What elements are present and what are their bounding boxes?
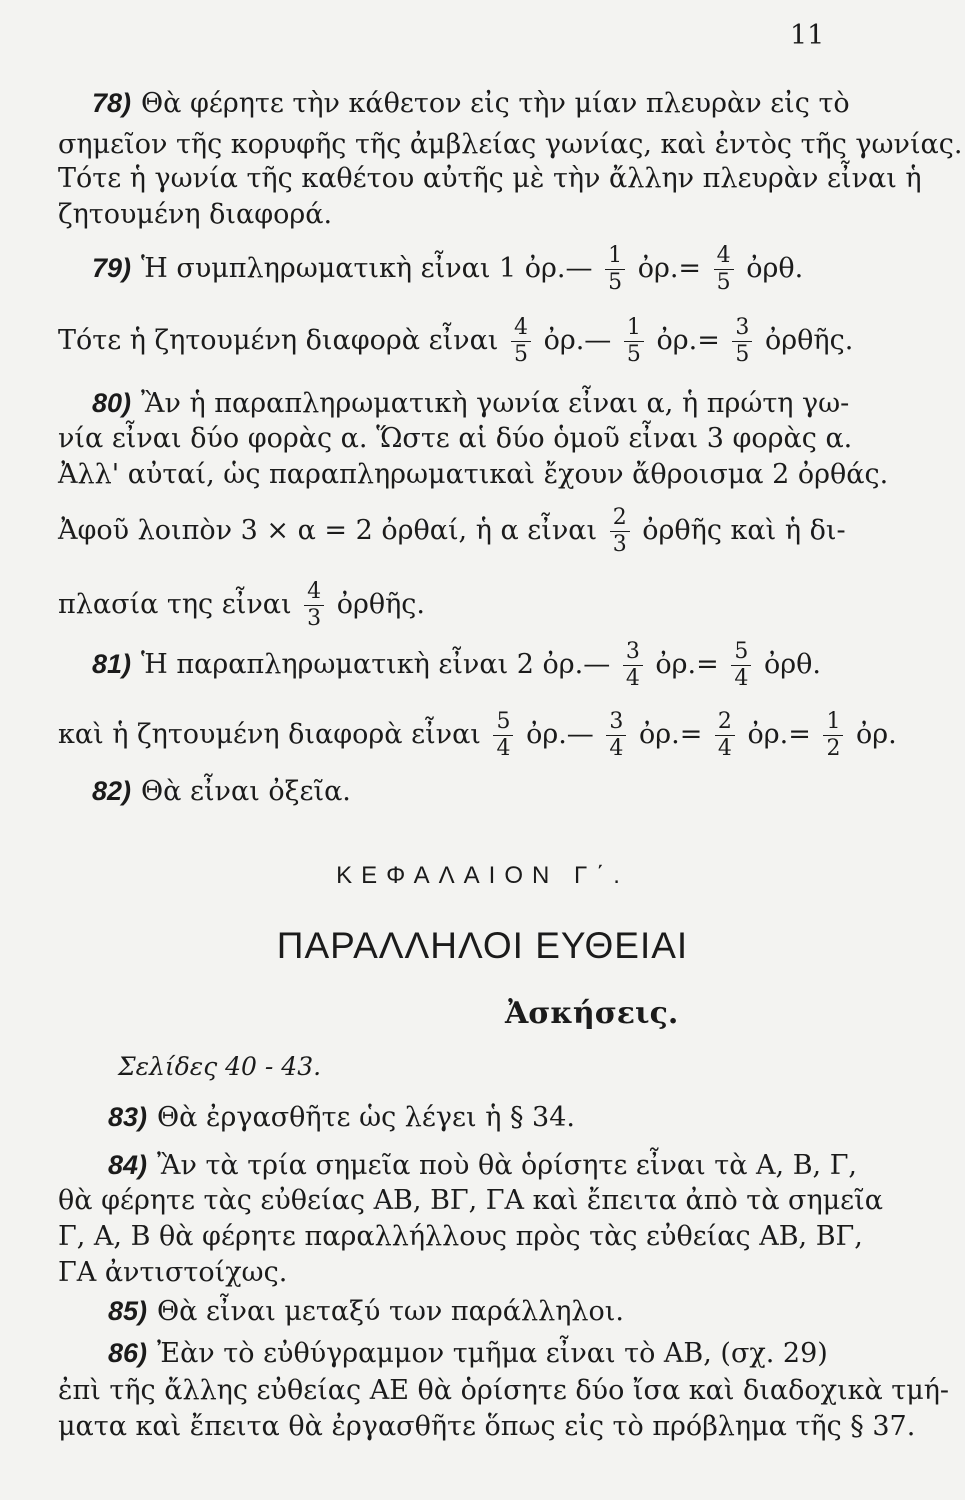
section-subtitle: Ἀσκήσεις. (505, 996, 679, 1031)
ex78-line-1: 78) Θὰ φέρητε τὴν κάθετον εἰς τὴν μίαν πλευρὰν εἰς τὸ (92, 88, 850, 119)
ex79-line-1: 79) Ἡ συμπληρωματικὴ εἶναι 1 ὀρ.— $\frac{1}{5}$ ὀρ.= $\frac{4}{5}$ ὀρθ. (92, 243, 804, 295)
ex86-line-1: 86) Ἐὰν τὸ εὐθύγραμμον τμῆμα εἶναι τὸ ΑΒ, (σχ. 29) (108, 1338, 828, 1369)
ex84-line-2: θὰ φέρητε τὰς εὐθείας ΑΒ, ΒΓ, ΓΑ καὶ ἔπειτα ἀπὸ τὰ σημεῖα (58, 1185, 883, 1216)
ex84-number: 84) (108, 1150, 148, 1180)
ex84-line-3: Γ, Α, Β θὰ φέρητε παραλλήλλους πρὸς τὰς εὐθείας ΑΒ, ΒΓ, (58, 1221, 863, 1252)
ex81-number: 81) (92, 649, 132, 679)
section-title: ΠΑΡΑΛΛΗΛΟΙ ΕΥΘΕΙΑΙ (276, 925, 689, 966)
ex84-line-1: 84) Ἂν τὰ τρία σημεῖα ποὺ θὰ ὁρίσητε εἶναι τὰ Α, Β, Γ, (108, 1150, 858, 1181)
ex78-number: 78) (92, 88, 132, 118)
ex79-number: 79) (92, 253, 132, 283)
ex78-line-3: Τότε ἡ γωνία τῆς καθέτου αὐτῆς μὲ τὴν ἄλλην πλευρὰν εἶναι ἡ (58, 163, 922, 194)
ex80-line-1: 80) Ἂν ἡ παραπληρωματικὴ γωνία εἶναι α, ἡ πρώτη γω- (92, 388, 850, 419)
fraction: $\frac{4}{5}$ (511, 316, 531, 367)
ex82-line-1: 82) Θὰ εἶναι ὀξεῖα. (92, 776, 351, 807)
ex83-line-1: 83) Θὰ ἐργασθῆτε ὡς λέγει ἡ § 34. (108, 1102, 575, 1133)
ex80-line-4: Ἀφοῦ λοιπὸν 3 × α = 2 ὀρθαί, ἡ α εἶναι $\frac{2}{3}$ ὀρθῆς καὶ ἡ δι- (58, 505, 846, 557)
ex78-line-2: σημεῖον τῆς κορυφῆς τῆς ἀμβλείας γωνίας, καὶ ἐντὸς τῆς γωνίας. (58, 129, 963, 160)
ex79-line-2: Τότε ἡ ζητουμένη διαφορὰ εἶναι $\frac{4}{5}$ ὀρ.— $\frac{1}{5}$ ὀρ.= $\frac{3}{5}$ ὀρθῆς. (58, 315, 854, 367)
fraction: $\frac{1}{5}$ (605, 244, 625, 295)
ex86-line-2: ἐπὶ τῆς ἄλλης εὐθείας ΑΕ θὰ ὁρίσητε δύο ἴσα καὶ διαδοχικὰ τμή- (58, 1375, 950, 1406)
fraction: $\frac{3}{4}$ (623, 640, 643, 691)
ex82-number: 82) (92, 776, 132, 806)
fraction: $\frac{4}{3}$ (304, 580, 324, 631)
pages-reference: Σελίδες 40 - 43. (118, 1052, 322, 1081)
fraction: $\frac{4}{5}$ (714, 244, 734, 295)
ex84-line-4: ΓΑ ἀντιστοίχως. (58, 1257, 288, 1288)
ex80-line-2: νία εἶναι δύο φορὰς α. Ὥστε αἱ δύο ὁμοῦ εἶναι 3 φορὰς α. (58, 423, 853, 454)
ex80-line-3: Ἀλλ' αὐταί, ὡς παραπληρωματικαὶ ἔχουν ἄθροισμα 2 ὀρθάς. (58, 459, 889, 490)
page-number: 11 (790, 20, 825, 51)
fraction: $\frac{3}{4}$ (606, 710, 626, 761)
fraction: $\frac{1}{2}$ (823, 710, 843, 761)
ex86-line-3: ματα καὶ ἔπειτα θὰ ἐργασθῆτε ὅπως εἰς τὸ πρόβλημα τῆς § 37. (58, 1411, 916, 1442)
fraction: $\frac{2}{3}$ (610, 506, 630, 557)
ex81-line-2: καὶ ἡ ζητουμένη διαφορὰ εἶναι $\frac{5}{4}$ ὀρ.— $\frac{3}{4}$ ὀρ.= $\frac{2}{4}$ ὀρ.= $\frac{1}{2}$ ὀρ. (58, 709, 897, 761)
fraction: $\frac{5}{4}$ (493, 710, 513, 761)
fraction: $\frac{2}{4}$ (715, 710, 735, 761)
ex83-number: 83) (108, 1102, 148, 1132)
fraction: $\frac{3}{5}$ (732, 316, 752, 367)
ex80-number: 80) (92, 388, 132, 418)
ex85-line-1: 85) Θὰ εἶναι μεταξύ των παράλληλοι. (108, 1296, 624, 1327)
ex85-number: 85) (108, 1296, 148, 1326)
chapter-heading: ΚΕΦΑΛΑΙΟΝ Γ΄. (336, 862, 629, 889)
ex86-number: 86) (108, 1338, 148, 1368)
fraction: $\frac{5}{4}$ (731, 640, 751, 691)
ex78-line-4: ζητουμένη διαφορά. (58, 199, 333, 230)
ex81-line-1: 81) Ἡ παραπληρωματικὴ εἶναι 2 ὀρ.— $\frac{3}{4}$ ὀρ.= $\frac{5}{4}$ ὀρθ. (92, 639, 821, 691)
fraction: $\frac{1}{5}$ (624, 316, 644, 367)
ex80-line-5: πλασία της εἶναι $\frac{4}{3}$ ὀρθῆς. (58, 579, 426, 631)
